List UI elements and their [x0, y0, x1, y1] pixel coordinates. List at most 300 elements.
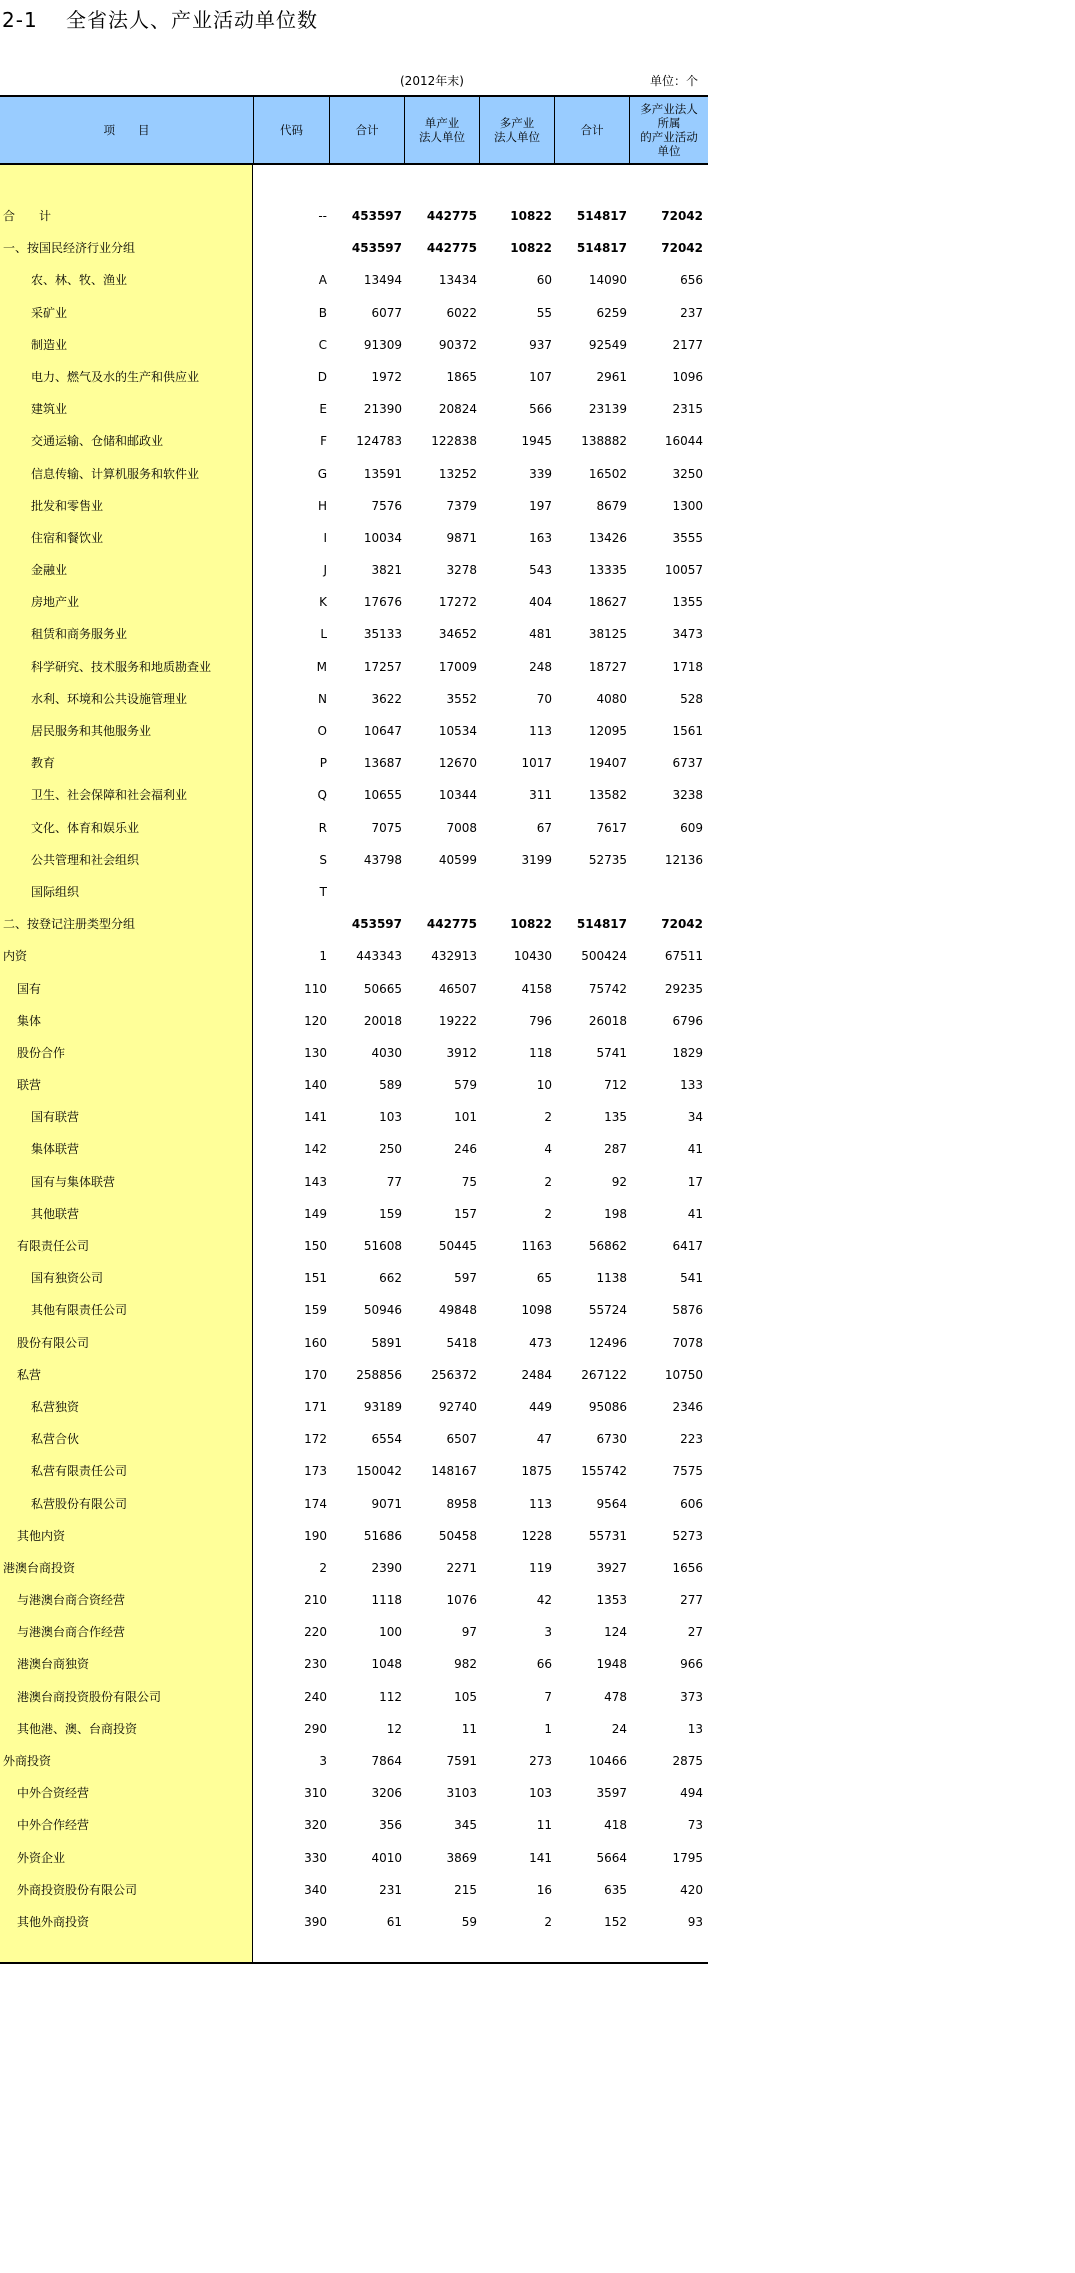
- row-value-2: 597: [454, 1271, 477, 1286]
- row-value-4: 5664: [596, 1850, 627, 1865]
- row-item-name: 内资: [3, 949, 28, 964]
- row-value-2: 3103: [446, 1786, 477, 1801]
- row-value-2: 148167: [431, 1464, 477, 1479]
- row-value-2: 442775: [426, 209, 477, 223]
- table-row: [0, 1584, 708, 1616]
- table-row: [0, 1906, 708, 1938]
- table-row: [0, 1648, 708, 1680]
- row-item-name: 集体联营: [31, 1142, 80, 1157]
- row-value-5: [629, 876, 703, 908]
- row-value-5: 41: [687, 1206, 703, 1221]
- row-value-2: 442775: [426, 917, 477, 932]
- table-row: [0, 490, 708, 522]
- row-value-2: 246: [454, 1142, 477, 1157]
- row-code: 390: [304, 1914, 327, 1929]
- row-value-4: 1948: [596, 1657, 627, 1672]
- row-item-name: 其他港、澳、台商投资: [17, 1721, 138, 1736]
- row-value-3: 118: [529, 1045, 552, 1060]
- table-row: [0, 1488, 708, 1520]
- row-value-3: 1098: [521, 1303, 552, 1318]
- row-value-1: 662: [379, 1271, 402, 1286]
- row-value-2: 59: [461, 1914, 477, 1929]
- row-value-1: 91309: [363, 337, 402, 352]
- row-code: G: [317, 466, 327, 481]
- row-value-2: 345: [454, 1818, 477, 1833]
- row-item-name: 科学研究、技术服务和地质勘查业: [31, 659, 212, 674]
- table-row: [0, 1809, 708, 1841]
- row-value-3: 10822: [510, 209, 552, 223]
- row-value-4: 514817: [576, 209, 627, 223]
- row-value-1: 356: [379, 1818, 402, 1833]
- row-value-1: 258856: [356, 1367, 402, 1382]
- row-value-5: 27: [687, 1625, 703, 1640]
- row-value-4: 92549: [588, 337, 627, 352]
- row-value-3: 60: [536, 273, 552, 288]
- row-value-2: 13434: [438, 273, 477, 288]
- row-value-4: 9564: [596, 1496, 627, 1511]
- row-value-3: 1228: [521, 1528, 552, 1543]
- row-code: L: [320, 627, 327, 642]
- row-code: 151: [304, 1271, 327, 1286]
- row-item-name: 港澳台商投资股份有限公司: [17, 1689, 162, 1704]
- table-row: [0, 1294, 708, 1326]
- row-code: K: [319, 595, 327, 610]
- row-value-5: 13: [687, 1721, 703, 1736]
- row-value-1: 100: [379, 1625, 402, 1640]
- row-value-1: 589: [379, 1078, 402, 1093]
- row-value-4: 56862: [588, 1239, 627, 1253]
- table-row: [0, 522, 708, 554]
- row-item-name: 国有独资公司: [31, 1271, 104, 1286]
- row-item-name: 有限责任公司: [17, 1239, 90, 1253]
- row-value-1: 12: [386, 1721, 402, 1736]
- row-item-name: 其他联营: [31, 1206, 80, 1221]
- row-value-5: 7078: [672, 1335, 703, 1350]
- table-row: [0, 651, 708, 683]
- row-item-name: 港澳台商投资: [3, 1560, 76, 1575]
- row-value-1: 150042: [356, 1464, 402, 1479]
- row-value-2: 982: [454, 1657, 477, 1672]
- table-row: [0, 1455, 708, 1487]
- row-value-2: [404, 876, 477, 908]
- row-value-5: 3238: [672, 788, 703, 803]
- row-value-1: 443343: [356, 949, 402, 964]
- row-code: [253, 908, 327, 940]
- row-value-3: 141: [529, 1850, 552, 1865]
- row-value-4: 24: [611, 1721, 627, 1736]
- row-value-4: 2961: [596, 369, 627, 384]
- row-code: 1: [319, 949, 327, 964]
- row-item-name: 私营独资: [31, 1399, 80, 1414]
- table-row: [0, 1262, 708, 1294]
- row-value-4: 135: [604, 1110, 627, 1125]
- row-value-1: 7576: [371, 498, 402, 513]
- row-value-2: 46507: [438, 981, 477, 996]
- row-value-4: 478: [604, 1689, 627, 1704]
- table-row: [0, 1005, 708, 1037]
- row-value-5: 3473: [672, 627, 703, 642]
- row-value-4: 6259: [596, 305, 627, 320]
- row-value-3: 248: [529, 659, 552, 674]
- row-value-5: 6417: [672, 1239, 703, 1253]
- row-value-1: 3206: [371, 1786, 402, 1801]
- row-value-1: 20018: [363, 1013, 402, 1028]
- row-item-name: 信息传输、计算机服务和软件业: [31, 466, 200, 481]
- table-row: [0, 1037, 708, 1069]
- row-value-1: 7864: [371, 1754, 402, 1768]
- row-item-name: 采矿业: [31, 305, 68, 320]
- row-value-1: 2390: [371, 1560, 402, 1575]
- row-value-1: 6554: [371, 1432, 402, 1447]
- header-code: 代码: [253, 97, 329, 163]
- row-value-1: 1972: [371, 369, 402, 384]
- row-value-3: 66: [536, 1657, 552, 1672]
- row-value-2: 49848: [438, 1303, 477, 1318]
- row-value-4: 5741: [596, 1045, 627, 1060]
- header-item: 项 目: [103, 123, 150, 137]
- row-value-3: 1945: [521, 434, 552, 449]
- row-value-5: 1096: [672, 369, 703, 384]
- row-value-3: 16: [536, 1882, 552, 1897]
- row-value-5: 41: [687, 1142, 703, 1157]
- row-value-5: 1829: [672, 1045, 703, 1060]
- row-item-name: 农、林、牧、渔业: [31, 273, 128, 288]
- table-row: [0, 1327, 708, 1359]
- row-item-name: 房地产业: [31, 595, 80, 610]
- row-value-5: 1355: [672, 595, 703, 610]
- table-row: [0, 264, 708, 296]
- row-value-5: 3250: [672, 466, 703, 481]
- table-row: [0, 329, 708, 361]
- row-item-name: 私营股份有限公司: [31, 1496, 128, 1511]
- row-value-3: 7: [544, 1689, 552, 1704]
- row-value-4: 18727: [588, 659, 627, 674]
- row-value-2: 2271: [446, 1560, 477, 1575]
- row-code: 170: [304, 1367, 327, 1382]
- row-value-1: 6077: [371, 305, 402, 320]
- row-item-name: 居民服务和其他服务业: [31, 724, 152, 738]
- table-row: [0, 458, 708, 490]
- row-value-4: 16502: [588, 466, 627, 481]
- row-value-3: 10822: [510, 241, 552, 256]
- row-value-4: 10466: [588, 1754, 627, 1768]
- row-code: T: [319, 884, 327, 899]
- table-rows: [0, 200, 708, 1938]
- row-value-1: 231: [379, 1882, 402, 1897]
- row-value-2: 3278: [446, 563, 477, 578]
- row-value-5: 1561: [672, 724, 703, 738]
- data-table: [0, 95, 708, 1964]
- table-row: [0, 1681, 708, 1713]
- row-value-5: 237: [680, 305, 703, 320]
- row-value-5: 72042: [661, 917, 703, 932]
- row-value-2: 7008: [446, 820, 477, 835]
- row-value-5: 966: [680, 1657, 703, 1672]
- row-value-3: 47: [536, 1432, 552, 1447]
- row-value-1: 61: [386, 1914, 402, 1929]
- row-value-3: 197: [529, 498, 552, 513]
- row-value-2: 19222: [438, 1013, 477, 1028]
- row-value-1: 21390: [363, 402, 402, 417]
- row-value-4: 1138: [596, 1271, 627, 1286]
- row-value-2: 13252: [438, 466, 477, 481]
- row-code: 174: [304, 1496, 327, 1511]
- table-row: [0, 297, 708, 329]
- row-value-5: 133: [680, 1078, 703, 1093]
- row-value-5: 72042: [661, 241, 703, 256]
- table-row: [0, 715, 708, 747]
- row-value-3: 566: [529, 402, 552, 417]
- row-value-5: 12136: [664, 852, 703, 867]
- row-code: 143: [304, 1174, 327, 1189]
- table-row: [0, 1616, 708, 1648]
- row-code: 120: [304, 1013, 327, 1028]
- row-code: O: [317, 724, 327, 738]
- row-value-5: 1718: [672, 659, 703, 674]
- row-value-5: 420: [680, 1882, 703, 1897]
- row-value-5: 7575: [672, 1464, 703, 1479]
- table-row: [0, 1133, 708, 1165]
- table-body: [0, 165, 708, 1964]
- row-value-3: 273: [529, 1754, 552, 1768]
- row-value-1: 453597: [351, 917, 402, 932]
- row-value-1: 112: [379, 1689, 402, 1704]
- row-value-2: 256372: [431, 1367, 477, 1382]
- row-code: 173: [304, 1464, 327, 1479]
- row-code: 240: [304, 1689, 327, 1704]
- row-item-name: 住宿和餐饮业: [31, 530, 104, 545]
- row-value-5: 17: [687, 1174, 703, 1189]
- page-title: 2-1 全省法人、产业活动单位数: [2, 8, 319, 32]
- row-value-5: 223: [680, 1432, 703, 1447]
- row-item-name: 文化、体育和娱乐业: [31, 820, 140, 835]
- row-value-2: 6022: [446, 305, 477, 320]
- row-value-5: 34: [687, 1110, 703, 1125]
- row-value-4: 4080: [596, 691, 627, 706]
- row-value-3: 3199: [521, 852, 552, 867]
- row-value-5: 67511: [664, 949, 703, 964]
- row-code: I: [323, 530, 327, 545]
- row-value-5: 5876: [672, 1303, 703, 1318]
- row-value-5: 373: [680, 1689, 703, 1704]
- row-value-3: 113: [529, 1496, 552, 1511]
- row-value-3: 42: [536, 1593, 552, 1608]
- row-code: 330: [304, 1850, 327, 1865]
- row-value-2: 101: [454, 1110, 477, 1125]
- row-item-name: 外商投资股份有限公司: [17, 1882, 138, 1897]
- table-row: [0, 1874, 708, 1906]
- row-item-name: 其他外商投资: [17, 1914, 90, 1929]
- row-value-5: 606: [680, 1496, 703, 1511]
- row-value-1: 1048: [371, 1657, 402, 1672]
- row-item-name: 一、按国民经济行业分组: [3, 241, 136, 256]
- table-row: [0, 1520, 708, 1552]
- unit-note: 单位：个: [650, 74, 699, 88]
- row-item-name: 公共管理和社会组织: [31, 852, 140, 867]
- row-value-1: 124783: [356, 434, 402, 449]
- row-value-3: 2: [544, 1914, 552, 1929]
- row-item-name: 合 计: [3, 209, 52, 223]
- row-code: A: [318, 273, 327, 288]
- row-item-name: 国有联营: [31, 1110, 80, 1125]
- row-item-name: 水利、环境和公共设施管理业: [31, 691, 188, 706]
- row-value-1: 17257: [363, 659, 402, 674]
- row-code: 130: [304, 1045, 327, 1060]
- row-value-3: 543: [529, 563, 552, 578]
- row-value-3: [479, 876, 552, 908]
- table-row: [0, 554, 708, 586]
- row-value-4: 38125: [588, 627, 627, 642]
- row-value-2: 122838: [431, 434, 477, 449]
- row-value-1: 10034: [363, 530, 402, 545]
- row-value-5: 10750: [664, 1367, 703, 1382]
- row-value-2: 11: [461, 1721, 477, 1736]
- row-value-2: 157: [454, 1206, 477, 1221]
- row-value-3: 1: [544, 1721, 552, 1736]
- table-row: [0, 1777, 708, 1809]
- row-value-5: 2177: [672, 337, 703, 352]
- row-value-1: 5891: [371, 1335, 402, 1350]
- row-code: D: [317, 369, 327, 384]
- row-value-5: 609: [680, 820, 703, 835]
- row-item-name: 私营: [17, 1367, 42, 1382]
- row-value-2: 12670: [438, 756, 477, 771]
- table-row: [0, 1391, 708, 1423]
- row-code: F: [320, 434, 327, 449]
- row-value-1: 51686: [363, 1528, 402, 1543]
- table-row: [0, 393, 708, 425]
- table-row: [0, 908, 708, 940]
- row-code: 220: [304, 1625, 327, 1640]
- row-value-1: 10655: [363, 788, 402, 803]
- row-value-4: 19407: [588, 756, 627, 771]
- table-row: [0, 1069, 708, 1101]
- row-code: 142: [304, 1142, 327, 1157]
- table-row: [0, 1101, 708, 1133]
- table-row: [0, 1842, 708, 1874]
- row-value-4: 712: [604, 1078, 627, 1093]
- row-value-2: 1865: [446, 369, 477, 384]
- row-item-name: 电力、燃气及水的生产和供应业: [31, 369, 200, 384]
- row-code: [253, 232, 327, 264]
- row-value-2: 442775: [426, 241, 477, 256]
- table-row: [0, 1552, 708, 1584]
- row-value-2: 3912: [446, 1045, 477, 1060]
- row-code: 171: [304, 1399, 327, 1414]
- row-code: 2: [319, 1560, 327, 1575]
- row-value-2: 1076: [446, 1593, 477, 1608]
- row-item-name: 交通运输、仓储和邮政业: [31, 434, 164, 449]
- row-value-3: 473: [529, 1335, 552, 1350]
- row-value-5: 6796: [672, 1013, 703, 1028]
- row-code: B: [318, 305, 327, 320]
- row-value-4: 7617: [596, 820, 627, 835]
- row-value-1: 13591: [363, 466, 402, 481]
- row-item-name: 国有: [17, 981, 42, 996]
- row-item-name: 中外合资经营: [17, 1786, 90, 1801]
- row-code: 140: [304, 1078, 327, 1093]
- row-code: 110: [304, 981, 327, 996]
- row-value-2: 7379: [446, 498, 477, 513]
- row-value-5: 1656: [672, 1560, 703, 1575]
- row-value-4: 13335: [588, 563, 627, 578]
- row-value-3: 10430: [513, 949, 552, 964]
- row-item-name: 国有与集体联营: [31, 1174, 116, 1189]
- row-value-4: 95086: [588, 1399, 627, 1414]
- row-value-4: 1353: [596, 1593, 627, 1608]
- row-code: H: [317, 498, 327, 513]
- row-value-5: 656: [680, 273, 703, 288]
- row-value-3: 65: [536, 1271, 552, 1286]
- row-item-name: 与港澳台商合资经营: [17, 1593, 126, 1608]
- row-value-3: 339: [529, 466, 552, 481]
- row-value-4: 514817: [576, 241, 627, 256]
- row-value-1: 10647: [363, 724, 402, 738]
- row-code: 3: [319, 1754, 327, 1768]
- row-value-1: 13494: [363, 273, 402, 288]
- row-value-1: 93189: [363, 1399, 402, 1414]
- row-value-3: 937: [529, 337, 552, 352]
- row-value-5: 277: [680, 1593, 703, 1608]
- row-item-name: 中外合作经营: [17, 1818, 90, 1833]
- row-value-1: 4010: [371, 1850, 402, 1865]
- row-item-name: 联营: [17, 1078, 42, 1093]
- row-value-5: 16044: [664, 434, 703, 449]
- row-value-4: 198: [604, 1206, 627, 1221]
- row-value-3: 3: [544, 1625, 552, 1640]
- table-row: [0, 1745, 708, 1777]
- row-value-3: 2: [544, 1110, 552, 1125]
- row-value-2: 34652: [438, 627, 477, 642]
- row-value-3: 1017: [521, 756, 552, 771]
- row-code: J: [323, 563, 327, 578]
- row-value-5: 528: [680, 691, 703, 706]
- row-value-2: 6507: [446, 1432, 477, 1447]
- row-value-2: 97: [461, 1625, 477, 1640]
- row-value-1: 103: [379, 1110, 402, 1125]
- row-value-4: 418: [604, 1818, 627, 1833]
- table-header: [0, 95, 708, 165]
- row-value-4: 23139: [588, 402, 627, 417]
- row-value-5: 2346: [672, 1399, 703, 1414]
- row-value-2: 215: [454, 1882, 477, 1897]
- row-value-1: 13687: [363, 756, 402, 771]
- row-value-1: 35133: [363, 627, 402, 642]
- row-value-4: 13582: [588, 788, 627, 803]
- table-row: [0, 747, 708, 779]
- row-item-name: 股份有限公司: [17, 1335, 90, 1350]
- row-code: 149: [304, 1206, 327, 1221]
- table-row: [0, 1423, 708, 1455]
- header-multi-industry: 多产业 法人单位: [479, 97, 554, 163]
- row-value-4: 635: [604, 1882, 627, 1897]
- row-code: 159: [304, 1303, 327, 1318]
- row-item-name: 港澳台商独资: [17, 1657, 90, 1672]
- row-value-4: 18627: [588, 595, 627, 610]
- row-item-name: 建筑业: [31, 402, 68, 417]
- row-code: Q: [317, 788, 327, 803]
- row-value-3: 10822: [510, 917, 552, 932]
- table-row: [0, 1230, 708, 1262]
- row-value-4: 152: [604, 1914, 627, 1929]
- row-code: 210: [304, 1593, 327, 1608]
- row-item-name: 其他内资: [17, 1528, 66, 1543]
- row-value-4: 8679: [596, 498, 627, 513]
- row-value-4: 12095: [588, 724, 627, 738]
- row-value-1: 50946: [363, 1303, 402, 1318]
- row-value-4: 155742: [581, 1464, 627, 1479]
- row-item-name: 私营有限责任公司: [31, 1464, 128, 1479]
